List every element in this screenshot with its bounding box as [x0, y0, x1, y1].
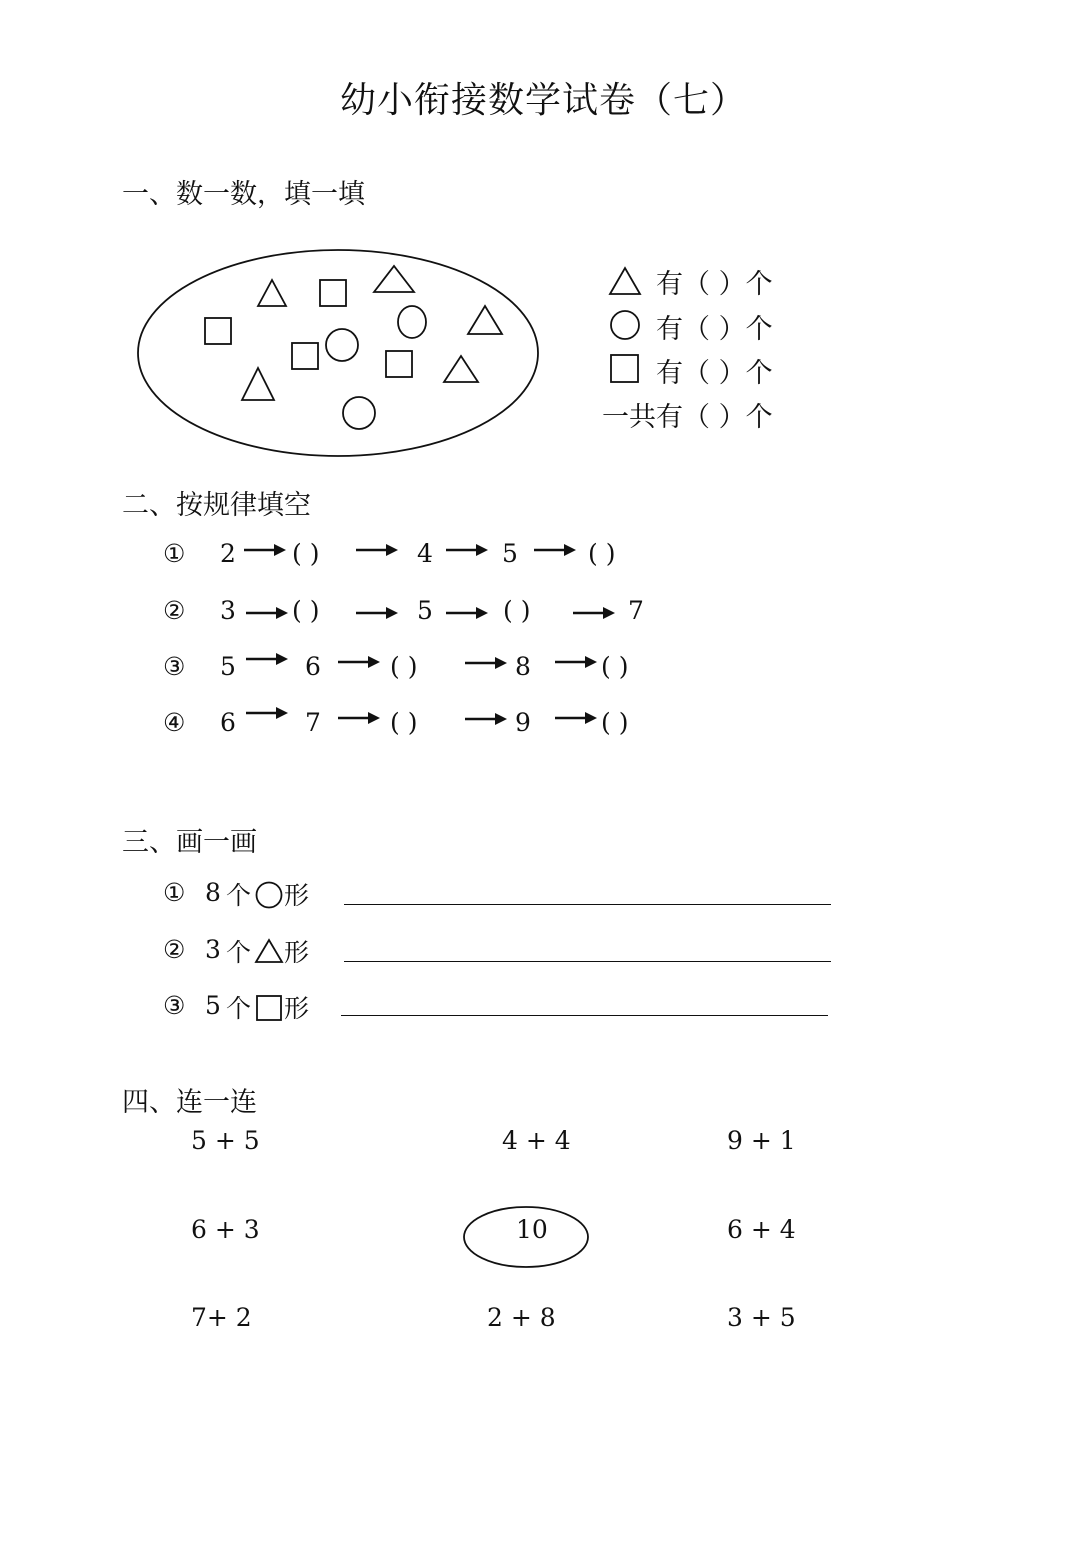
square-shape: [292, 343, 318, 369]
arrow-icon: [555, 709, 599, 727]
draw-row2-unit: 个: [226, 938, 252, 967]
match-left-1[interactable]: 5 + 5: [191, 1126, 260, 1155]
arrow-icon: [555, 653, 599, 671]
row1-marker: ①: [163, 539, 186, 568]
row2-item2: ( ): [292, 596, 320, 625]
triangle-shape: [258, 280, 286, 306]
match-right-2[interactable]: 6 + 4: [727, 1215, 796, 1244]
draw-row1-suffix: 形: [284, 881, 310, 910]
row3-item3: ( ): [390, 652, 418, 681]
row3-item2: 6: [305, 652, 321, 681]
draw-row1-marker: ①: [163, 878, 186, 907]
arrow-icon: [246, 604, 290, 622]
legend-circle-count: 有（ ）个: [656, 314, 773, 345]
draw-row3-marker: ③: [163, 991, 186, 1020]
triangle-icon: [254, 937, 284, 965]
circle-shape: [326, 329, 358, 361]
row3-marker: ③: [163, 652, 186, 681]
square-icon: [254, 993, 284, 1023]
draw-row2-answer-line[interactable]: [344, 961, 831, 962]
row4-marker: ④: [163, 708, 186, 737]
section1-heading: 一、数一数，填一填: [122, 179, 365, 210]
arrow-icon: [356, 541, 400, 559]
arrow-icon: [465, 710, 509, 728]
row3-item1: 5: [220, 652, 236, 681]
match-left-3[interactable]: 7+ 2: [191, 1303, 252, 1332]
row3-item4: 8: [515, 652, 531, 681]
draw-row2-suffix: 形: [284, 938, 310, 967]
match-right-3[interactable]: 3 + 5: [727, 1303, 796, 1332]
square-shape: [386, 351, 412, 377]
draw-row3-count: 5: [205, 991, 221, 1020]
row1-item4: 5: [502, 539, 518, 568]
arrow-icon: [465, 654, 509, 672]
legend-total-count: 一共有（ ）个: [602, 402, 773, 433]
match-center-value[interactable]: 10: [516, 1215, 548, 1244]
legend-square-count: 有（ ）个: [656, 358, 773, 389]
section3-heading: 三、画一画: [122, 827, 257, 858]
arrow-icon: [534, 541, 578, 559]
row3-item5: ( ): [601, 652, 629, 681]
row2-item4: ( ): [503, 596, 531, 625]
draw-row3-unit: 个: [226, 994, 252, 1023]
row4-item3: ( ): [390, 708, 418, 737]
row4-item2: 7: [305, 708, 321, 737]
triangle-shape: [374, 266, 414, 292]
draw-row3-answer-line[interactable]: [341, 1015, 828, 1016]
draw-row1-unit: 个: [226, 881, 252, 910]
draw-row3-suffix: 形: [284, 994, 310, 1023]
triangle-shape: [444, 356, 478, 382]
match-middle-top[interactable]: 4 + 4: [502, 1126, 571, 1155]
shape-ellipse-figure: [130, 240, 550, 465]
circle-shape: [343, 397, 375, 429]
circle-icon: [608, 308, 642, 342]
section2-heading: 二、按规律填空: [122, 490, 311, 521]
row4-item1: 6: [220, 708, 236, 737]
triangle-shape: [468, 306, 502, 334]
row2-item1: 3: [220, 596, 236, 625]
row1-item2: ( ): [292, 539, 320, 568]
draw-row2-marker: ②: [163, 935, 186, 964]
triangle-shape: [242, 368, 274, 400]
row1-item5: ( ): [588, 539, 616, 568]
arrow-icon: [446, 541, 490, 559]
arrow-icon: [246, 704, 290, 722]
row1-item1: 2: [220, 539, 236, 568]
arrow-icon: [573, 604, 617, 622]
draw-row1-answer-line[interactable]: [344, 904, 831, 905]
section4-heading: 四、连一连: [122, 1087, 257, 1118]
arrow-icon: [338, 709, 382, 727]
draw-row2-count: 3: [205, 935, 221, 964]
circle-icon: [254, 880, 284, 910]
row4-item4: 9: [515, 708, 531, 737]
arrow-icon: [246, 650, 290, 668]
square-shape: [320, 280, 346, 306]
row1-item3: 4: [417, 539, 433, 568]
row2-item3: 5: [417, 596, 433, 625]
circle-shape: [398, 306, 426, 338]
square-icon: [608, 352, 642, 386]
match-right-1[interactable]: 9 + 1: [727, 1126, 796, 1155]
row2-marker: ②: [163, 596, 186, 625]
match-middle-bottom[interactable]: 2 + 8: [487, 1303, 556, 1332]
arrow-icon: [356, 604, 400, 622]
draw-row1-count: 8: [205, 878, 221, 907]
triangle-icon: [608, 265, 642, 297]
square-shape: [205, 318, 231, 344]
arrow-icon: [244, 541, 288, 559]
row2-item5: 7: [628, 596, 644, 625]
row4-item5: ( ): [601, 708, 629, 737]
arrow-icon: [338, 653, 382, 671]
match-left-2[interactable]: 6 + 3: [191, 1215, 260, 1244]
arrow-icon: [446, 604, 490, 622]
legend-triangle-count: 有（ ）个: [656, 269, 773, 300]
page-title: 幼小衔接数学试卷（七）: [340, 80, 748, 121]
